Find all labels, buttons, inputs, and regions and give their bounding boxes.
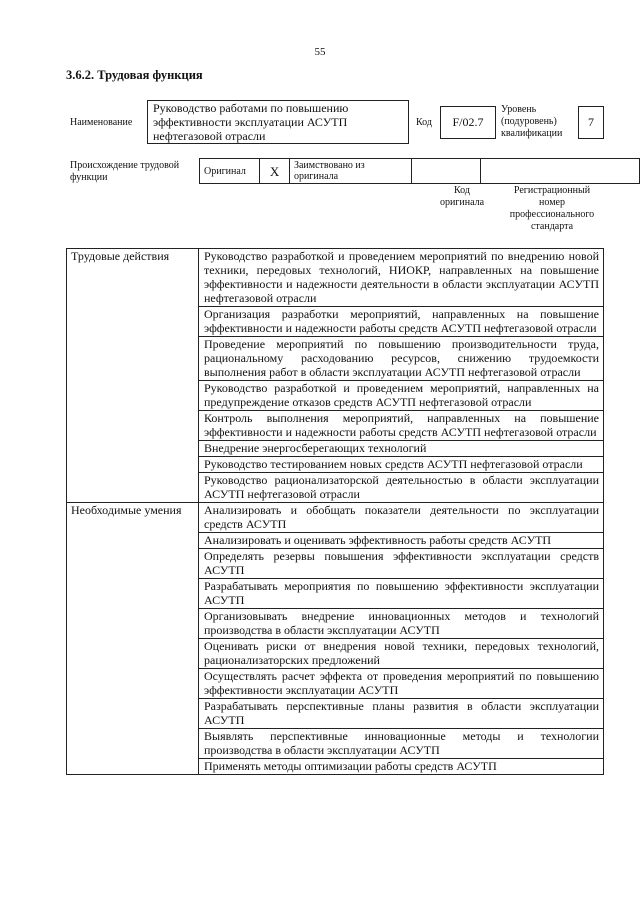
level-label-3: квалификации (501, 128, 563, 139)
origin-table (199, 158, 640, 184)
reg-number-1: Регистрационный (513, 185, 591, 196)
reg-number-2: номер (539, 197, 565, 208)
section-item: Руководство разработкой и проведением мероприятий по внедрению новой техники, передовых технологий, НИОКР, направленных на повышение эффективности и надежности деятельности в области эксплуатации АСУТП нефтегазовой отрасли (199, 249, 604, 307)
borrowed-label-1: Заимствовано из (293, 160, 365, 171)
original-label: Оригинал (200, 159, 260, 184)
level-value: 7 (578, 106, 604, 139)
section-item: Применять методы оптимизации работы средств АСУТП (199, 759, 604, 775)
code-original-1: Код (454, 185, 470, 196)
section-item: Руководство разработкой и проведением мероприятий, направленных на предупреждение отказов средств АСУТП нефтегазовой отрасли (199, 381, 604, 411)
section-item: Определять резервы повышения эффективности эксплуатации средств АСУТП (199, 549, 604, 579)
reg-number-4: стандарта (530, 221, 574, 232)
section-item: Осуществлять расчет эффекта от проведения мероприятий по повышению эффективности эксплуатации АСУТП (199, 669, 604, 699)
code-label: Код (416, 117, 432, 128)
section-item: Внедрение энергосберегающих технологий (199, 441, 604, 457)
name-value: Руководство работами по повышению эффективности эксплуатации АСУТП нефтегазовой отрасли (147, 100, 409, 144)
reg-number-caption (496, 185, 608, 233)
borrowed-label-2: оригинала (293, 171, 339, 182)
section-item: Анализировать и обобщать показатели деятельности по эксплуатации средств АСУТП (199, 503, 604, 533)
code-original-2: оригинала (439, 197, 485, 208)
section-item: Разрабатывать мероприятия по повышению эффективности эксплуатации АСУТП (199, 579, 604, 609)
code-original-cell (411, 159, 480, 184)
table-row (67, 503, 604, 533)
functions-table (66, 248, 604, 775)
name-label: Наименование (70, 117, 133, 128)
reg-number-3: профессионального (509, 209, 595, 220)
origin-label-2: функции (70, 172, 108, 183)
section-item: Организовывать внедрение инновационных методов и технологий производства в области эксплуатации АСУТП (199, 609, 604, 639)
code-original-caption (434, 185, 490, 209)
borrowed-label (289, 159, 411, 184)
table-row (67, 249, 604, 307)
section-item: Анализировать и оценивать эффективность работы средств АСУТП (199, 533, 604, 549)
section-item: Организация разработки мероприятий, направленных на повышение эффективности и надежности работы средств АСУТП нефтегазовой отрасли (199, 307, 604, 337)
section-title: 3.6.2. Трудовая функция (66, 68, 203, 82)
section-item: Оценивать риски от внедрения новой техники, передовых технологий, рационализаторских предложений (199, 639, 604, 669)
section-title-cell: Необходимые умения (67, 503, 199, 775)
origin-label-1: Происхождение трудовой (70, 160, 180, 171)
section-item: Руководство тестированием новых средств АСУТП нефтегазовой отрасли (199, 457, 604, 473)
section-title-cell: Трудовые действия (67, 249, 199, 503)
page-number: 55 (314, 46, 326, 58)
section-item: Контроль выполнения мероприятий, направленных на повышение эффективности и надежности работы средств АСУТП нефтегазовой отрасли (199, 411, 604, 441)
level-label-2: (подуровень) (501, 116, 557, 127)
section-item: Выявлять перспективные инновационные методы и технологии производства в области эксплуатации АСУТП (199, 729, 604, 759)
reg-number-cell (480, 159, 639, 184)
level-label-1: Уровень (501, 104, 537, 115)
original-mark: X (260, 159, 290, 184)
code-value: F/02.7 (440, 106, 496, 139)
section-item: Проведение мероприятий по повышению производительности труда, рациональному расходованию ресурсов, снижению трудоемкости выполнения работ в области эксплуатации АСУТП нефтегазовой отрасли (199, 337, 604, 381)
section-item: Руководство рационализаторской деятельностью в области эксплуатации АСУТП нефтегазовой отрасли (199, 473, 604, 503)
section-item: Разрабатывать перспективные планы развития в области эксплуатации АСУТП (199, 699, 604, 729)
